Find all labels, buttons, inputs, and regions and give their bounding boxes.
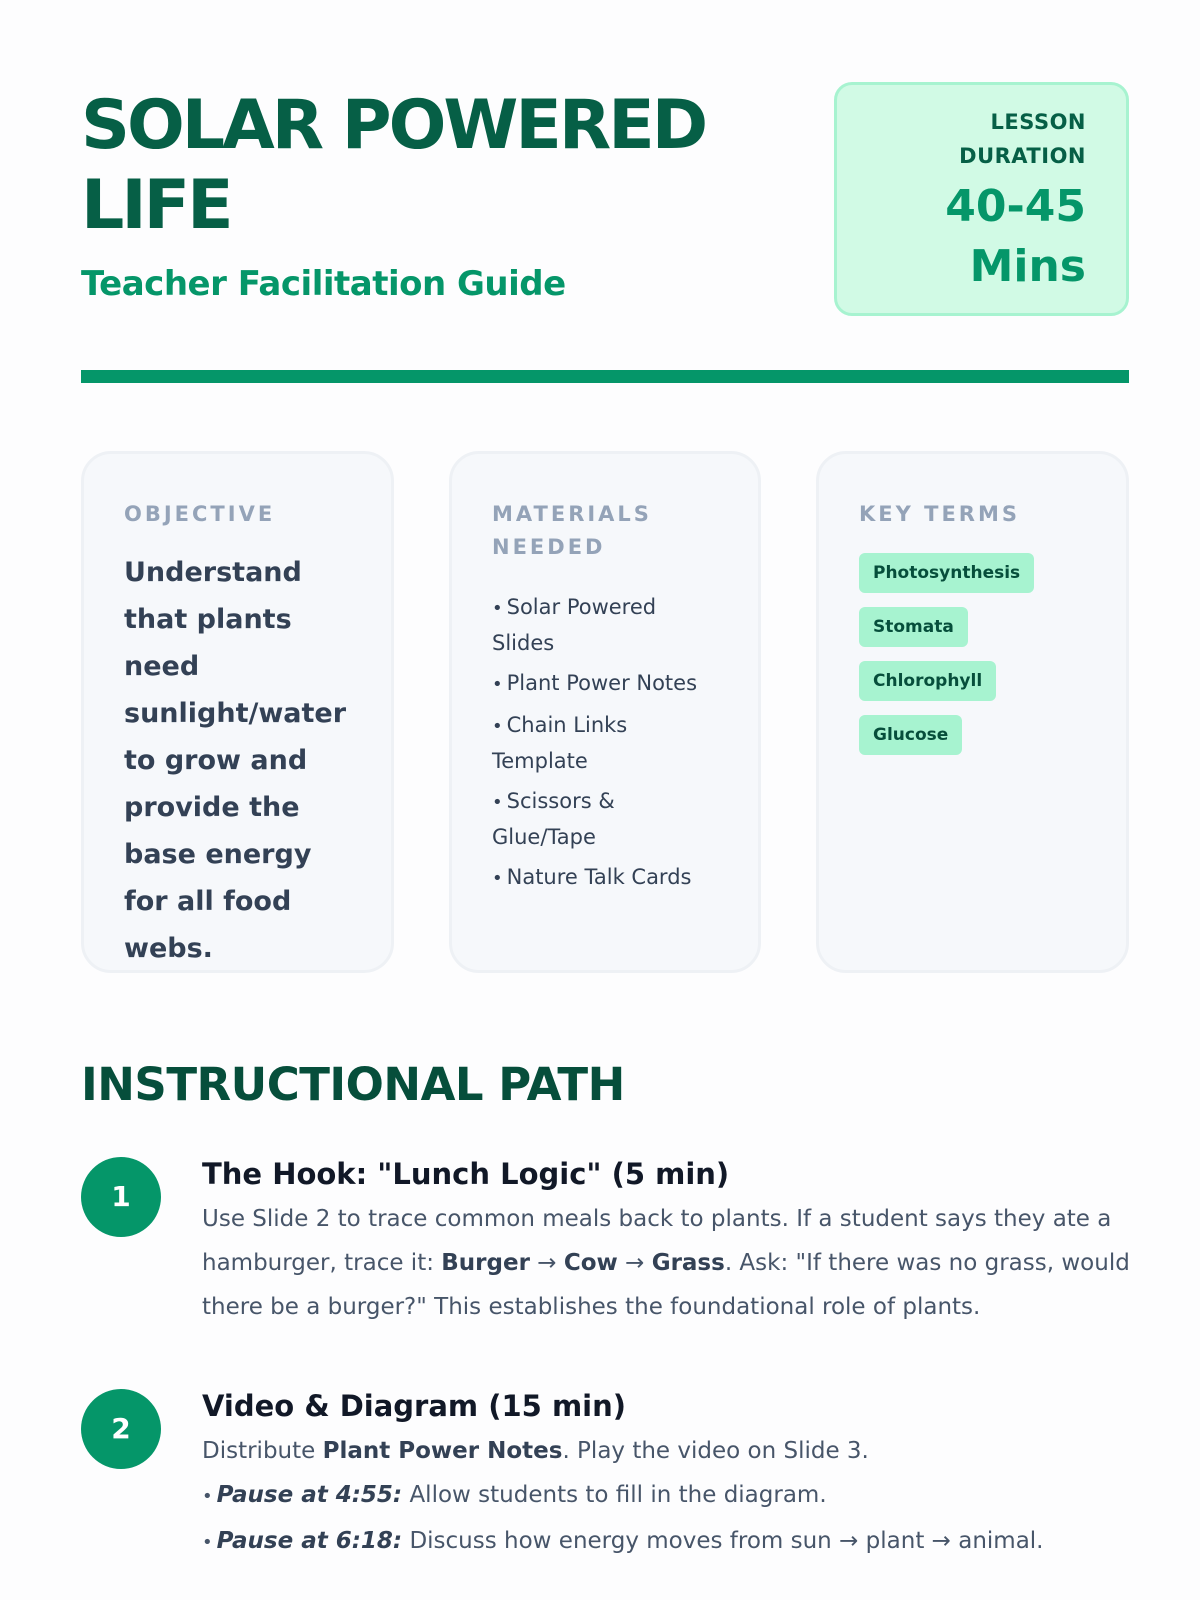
page-subtitle: Teacher Facilitation Guide [81,264,566,304]
list-item [492,666,718,702]
term-badge: Stomata [859,607,968,647]
step-text-segment: Distribute [202,1438,323,1464]
material-label: Nature Talk Cards [506,865,692,889]
list-item [202,1473,1132,1519]
list-item [492,784,718,854]
bullet-icon: • [202,1532,213,1553]
bullet-icon: • [492,674,503,695]
material-label: Scissors & Glue/Tape [492,789,615,849]
page-title [81,86,821,246]
instructional-path-heading: INSTRUCTIONAL PATH [81,1058,625,1111]
duration-label-line-2: DURATION [959,144,1086,168]
bullet-icon: • [492,716,503,737]
pause-label: Pause at 4:55: [216,1482,403,1508]
step-title: The Hook: "Lunch Logic" (5 min) [202,1157,730,1191]
chain-grass: Grass [651,1250,725,1276]
materials-heading [492,498,718,564]
chain-burger: Burger [441,1250,530,1276]
step-number-badge: 1 [81,1157,161,1237]
term-badge: Glucose [859,715,962,755]
list-item [492,590,718,660]
header-divider [81,370,1129,383]
step-description [202,1197,1132,1329]
step-text-segment: . Ask: "If there was no grass, would there be a burger?" This establishes the foundational role of plants. [202,1250,1130,1320]
list-item [492,860,718,896]
term-badge: Chlorophyll [859,661,996,701]
arrow-icon: → [529,1250,564,1276]
step-intro [202,1429,1132,1473]
objective-text: Understand that plants need sunlight/water to grow and provide the base energy for all food webs. [124,557,347,964]
title-line-2: LIFE [81,166,231,245]
materials-heading-line-1: MATERIALS [492,502,652,526]
objective-heading: OBJECTIVE [124,502,276,526]
bullet-icon: • [202,1486,213,1507]
materials-heading-line-2: NEEDED [492,535,606,559]
chain-cow: Cow [563,1250,618,1276]
material-label: Plant Power Notes [506,671,698,695]
duration-value-line-1: 40-45 [945,181,1086,232]
pause-label: Pause at 6:18: [216,1528,403,1554]
key-terms-heading: KEY TERMS [859,502,1020,526]
step-number-badge: 2 [81,1389,161,1469]
term-badge: Photosynthesis [859,553,1034,593]
materials-card [449,451,761,973]
step-title: Video & Diagram (15 min) [202,1389,626,1423]
step-text-segment: Use Slide 2 to trace common meals back to plants. If a student says they ate a hamburger, trace it: [202,1206,1112,1276]
bullet-icon: • [492,598,503,619]
pause-text: Allow students to fill in the diagram. [402,1482,827,1508]
bullet-icon: • [492,792,503,813]
title-line-1: SOLAR POWERED [81,86,706,165]
key-terms-card [816,451,1129,973]
materials-list [492,590,718,896]
step-text-segment: . Play the video on Slide 3. [562,1438,869,1464]
duration-value-line-2: Mins [969,241,1086,292]
duration-label [837,105,1086,173]
duration-label-line-1: LESSON [990,110,1086,134]
header [81,86,1129,318]
list-item [202,1519,1132,1565]
list-item [492,708,718,778]
pause-text: Discuss how energy moves from sun → plant → animal. [402,1528,1044,1554]
material-label: Chain Links Template [492,713,628,773]
notes-name: Plant Power Notes [322,1438,563,1464]
objective-card [81,451,394,973]
bullet-icon: • [492,868,503,889]
step-body [202,1157,1132,1329]
key-terms-list [859,553,1086,769]
step-body [202,1389,1132,1565]
material-label: Solar Powered Slides [492,595,657,655]
arrow-icon: → [617,1250,652,1276]
duration-value [837,177,1086,297]
lesson-duration-box [834,82,1129,316]
